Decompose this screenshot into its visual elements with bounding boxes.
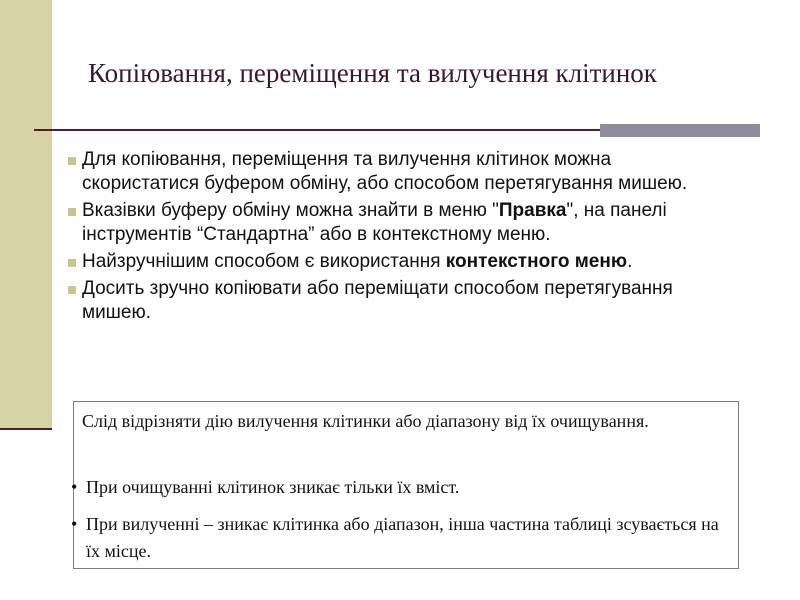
note-item-text: При вилученні – зникає клітинка або діапазон, інша частина таблиці зсувається на їх місце. (86, 514, 719, 561)
bullet-text-segment: Для копіювання, переміщення та вилучення клітинок можна скористатися буфером обміну, або способом перетягування мишею. (82, 149, 688, 194)
bullet-text (82, 149, 687, 194)
bullet-text-segment: Вказівки буферу обміну можна знайти в меню " (82, 200, 499, 221)
note-intro: Слід відрізняти дію вилучення клітинки або діапазону від їх очищування. (82, 411, 649, 431)
bullet-text (82, 200, 667, 245)
bullet-text (82, 251, 632, 272)
bullet-text (82, 278, 673, 323)
note-list (71, 474, 724, 575)
bullet-text-segment: ", на панелі інструментів “Стандартна” або в контекстному меню. (82, 200, 667, 245)
square-bullet-icon (68, 208, 76, 216)
square-bullet-icon (68, 259, 76, 267)
dot-bullet-icon: • (71, 477, 78, 497)
slide-title: Копіювання, переміщення та вилучення клітинок (88, 58, 657, 88)
square-bullet-icon (68, 157, 76, 165)
bullet-text-bold: Правка (498, 200, 567, 221)
sidebar-rule (0, 428, 52, 430)
note-item (71, 511, 724, 565)
bullet-item (68, 250, 728, 274)
note-item (71, 474, 724, 501)
dot-bullet-icon: • (71, 514, 78, 534)
bullet-text-segment: Досить зручно копіювати або переміщати способом перетягування мишею. (82, 278, 673, 323)
bullet-item (68, 277, 728, 325)
bullet-item (68, 199, 728, 247)
bullet-item (68, 148, 728, 196)
title-divider (34, 129, 600, 131)
bullet-text-segment: . (627, 251, 633, 272)
title-accent-bar (600, 124, 760, 137)
square-bullet-icon (68, 286, 76, 294)
note-box (73, 401, 739, 569)
bullet-list (68, 148, 728, 328)
note-item-text: При очищуванні клітинок зникає тільки їх вміст. (86, 477, 460, 497)
bullet-text-bold: контекстного меню (445, 251, 628, 272)
sidebar-decoration (0, 0, 52, 428)
bullet-text-segment: Найзручнішим способом є використання (82, 251, 446, 272)
